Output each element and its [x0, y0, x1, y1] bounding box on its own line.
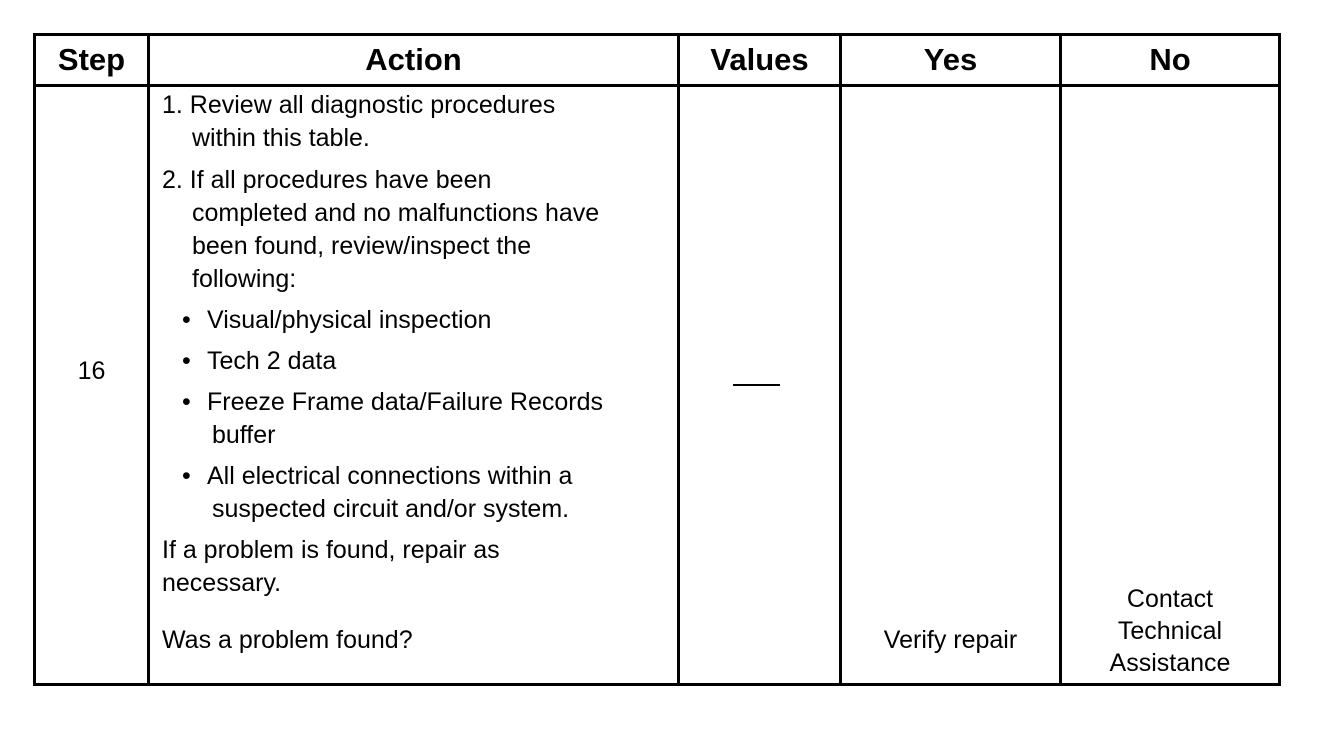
- action-note-line-1: If a problem is found, repair as: [162, 536, 500, 564]
- no-line-1: Contact: [1126, 585, 1214, 613]
- action-item-2-line-2: completed and no malfunctions have: [192, 199, 600, 227]
- header-yes: Yes: [923, 42, 978, 77]
- action-item-2-line-4: following:: [192, 265, 297, 293]
- bullet-marker: •: [182, 347, 191, 375]
- bullet-electrical-line-1: All electrical connections within a: [207, 462, 573, 490]
- header-values: Values: [710, 42, 809, 77]
- action-item-1-line-1: 1. Review all diagnostic procedures: [162, 91, 556, 119]
- bullet-tech2-data: Tech 2 data: [207, 347, 337, 375]
- action-item-2-line-3: been found, review/inspect the: [192, 232, 532, 260]
- bullet-marker: •: [182, 388, 191, 416]
- column-divider: [839, 36, 842, 683]
- values-dash: [733, 384, 780, 386]
- action-note-line-2: necessary.: [162, 569, 282, 597]
- bullet-freeze-frame-line-2: buffer: [212, 421, 276, 449]
- yes-verify-repair: Verify repair: [883, 626, 1018, 654]
- no-line-2: Technical: [1117, 617, 1223, 645]
- bullet-marker: •: [182, 306, 191, 334]
- header-action: Action: [365, 42, 462, 77]
- header-divider: [36, 84, 1278, 87]
- action-question: Was a problem found?: [162, 626, 413, 654]
- bullet-freeze-frame-line-1: Freeze Frame data/Failure Records: [207, 388, 603, 416]
- column-divider: [147, 36, 150, 683]
- column-divider: [677, 36, 680, 683]
- header-no: No: [1149, 42, 1191, 77]
- no-line-3: Assistance: [1109, 649, 1231, 677]
- step-number: 16: [77, 357, 106, 385]
- bullet-visual-inspection: Visual/physical inspection: [207, 306, 492, 334]
- header-step: Step: [57, 42, 126, 77]
- action-item-2-line-1: 2. If all procedures have been: [162, 166, 492, 194]
- bullet-electrical-line-2: suspected circuit and/or system.: [212, 495, 570, 523]
- bullet-marker: •: [182, 462, 191, 490]
- action-item-1-line-2: within this table.: [192, 124, 370, 152]
